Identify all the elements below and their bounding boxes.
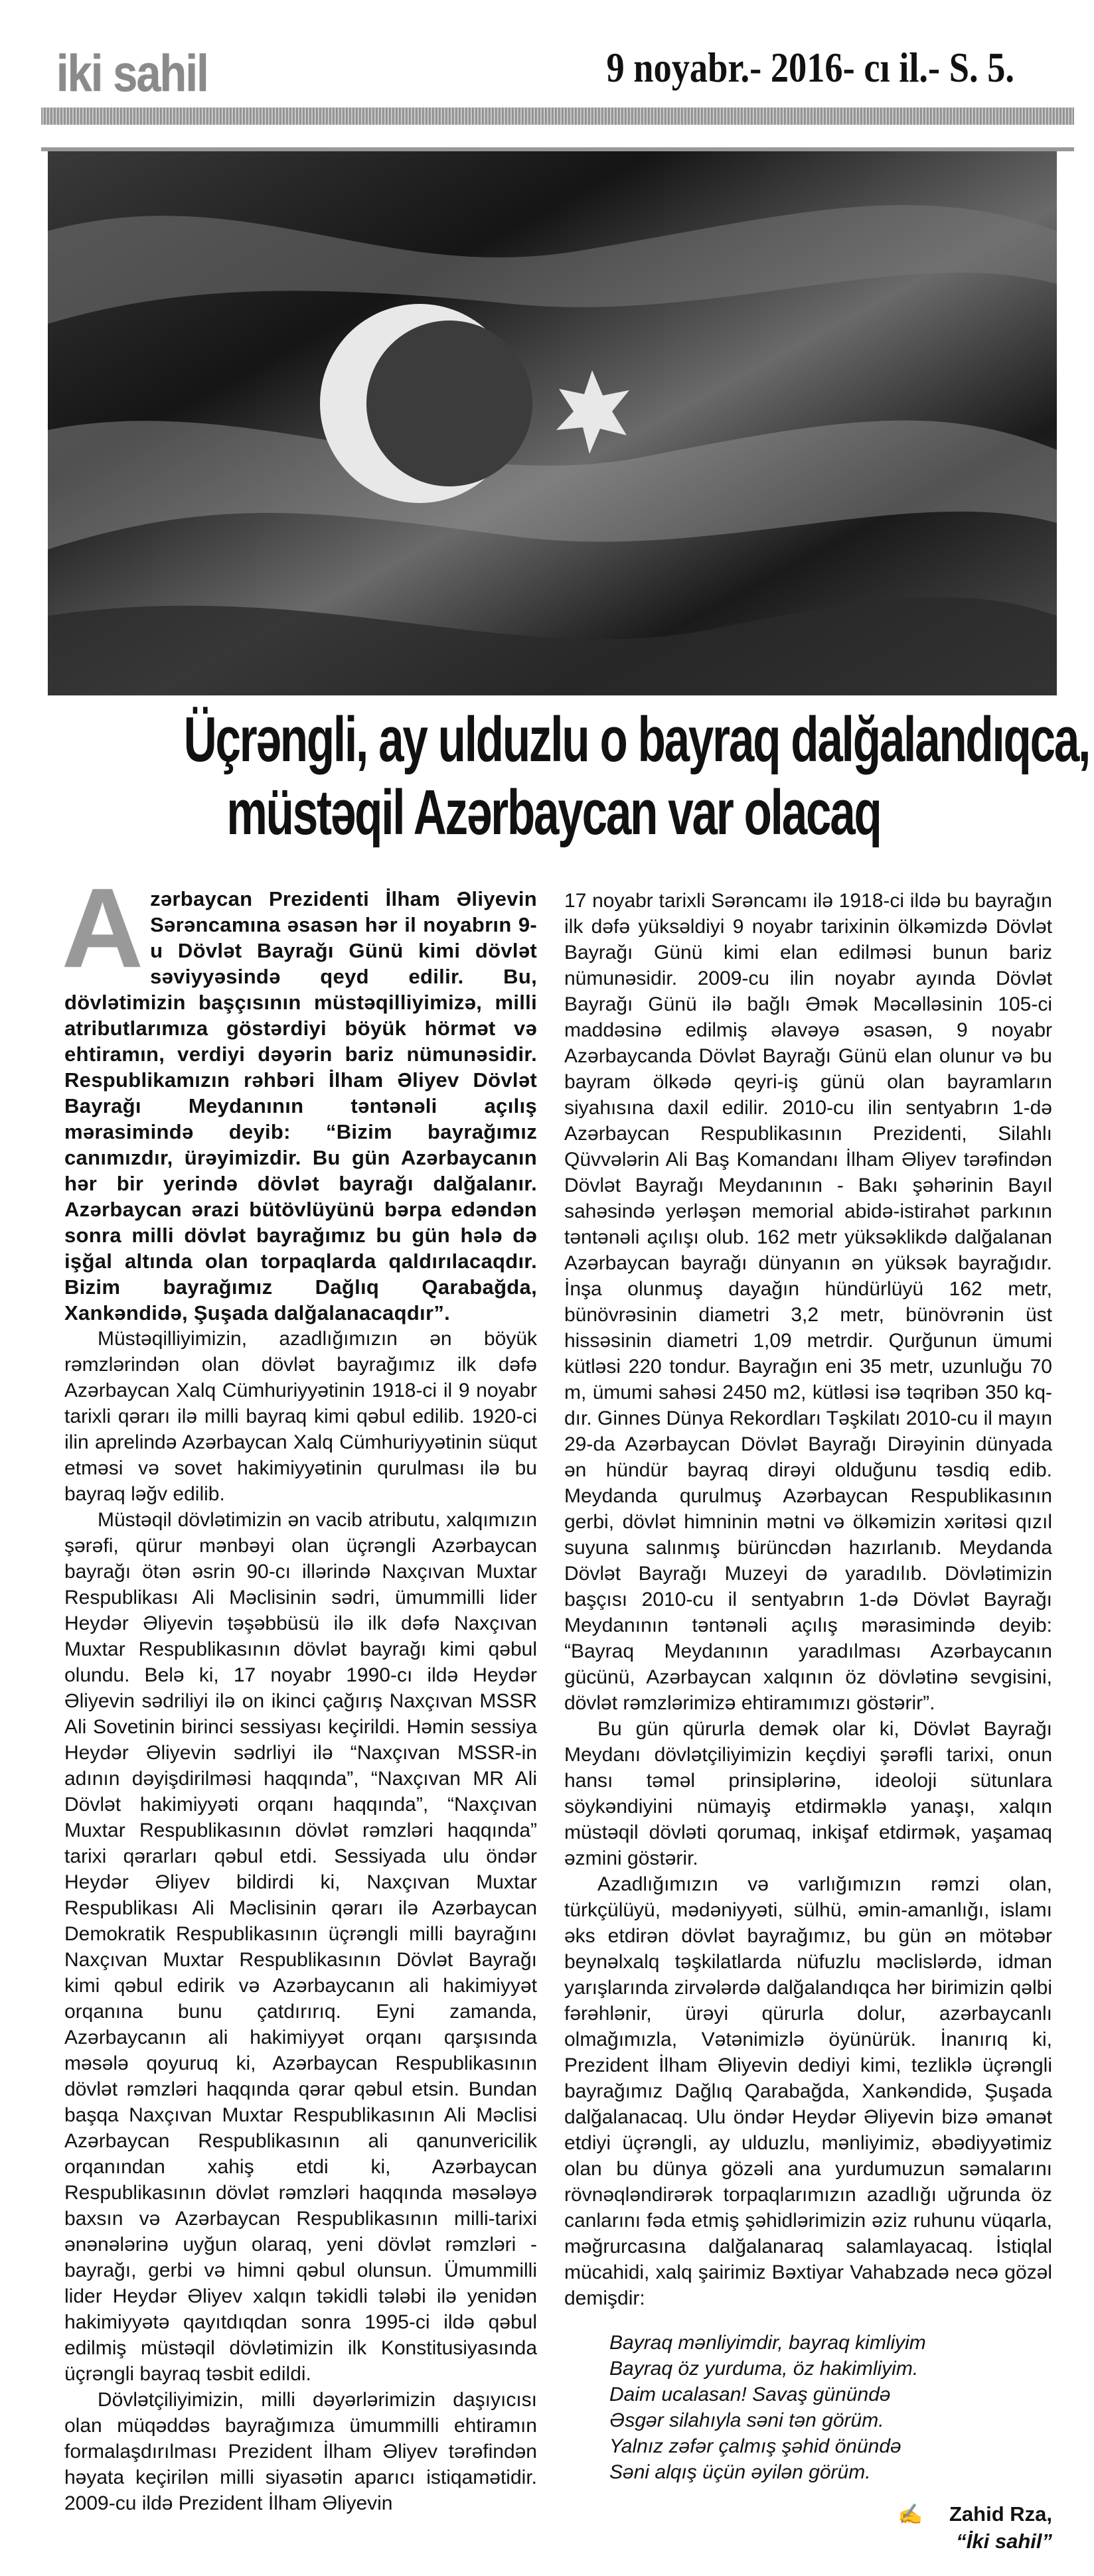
byline bbox=[564, 2501, 1052, 2555]
headline bbox=[40, 703, 1090, 849]
waving-flag-image bbox=[48, 151, 1057, 695]
poem-line: Bayraq öz yurduma, öz hakimliyim. bbox=[609, 2358, 919, 2380]
column-right bbox=[564, 888, 1052, 2555]
pen-icon: ✍ bbox=[898, 2504, 923, 2526]
paragraph-3-start: Dövlətçiliyimizin, milli dəyərlərimizin daşıyıcısı olan müqəddəs bayrağımıza ümummilli ehtiramın formalaşdırılması Prezident İlham Əliyev tərəfindən həyata keçirilən milli siyasətin aparıcı istiqamətidir. 2009-cu ildə Prezident İlham Əliyevin bbox=[64, 2389, 537, 2514]
headline-line-2: müstəqil Azərbaycan var olacaq bbox=[226, 777, 881, 848]
masthead: iki sahil bbox=[56, 44, 208, 102]
paragraph-2: Müstəqil dövlətimizin ən vacib atributu, xalqımızın şərəfi, qürur mənbəyi olan üçrəngli Azərbaycan bayrağı ötən əsrin 90-cı illərində Naxçıvan Muxtar Respublikası Ali Məclisinin sədri, ümummilli lider Heydər Əliyevin təşəbbüsü ilə ilk dəfə Naxçıvan Muxtar Respublikasının dövlət bayrağı kimi qəbul olundu. Belə ki, 17 noyabr 1990-cı ildə Heydər Əliyevin sədriliyi ilə on ikinci çağırış Naxçıvan MSSR Ali Sovetinin birinci sessiyası keçirildi. Həmin sessiya Heydər Əliyevin sədrliyi ilə “Naxçıvan MSSR-in adının dəyişdirilməsi haqqında”, “Naxçıvan MR Ali Dövlət hakimiyyəti orqanı haqqında”, “Naxçıvan Muxtar Respublikasının dövlət rəmzləri haqqında” tarixi qərarları qəbul etdi. Sessiyada ulu öndər Heydər Əliyev bildirdi ki, Naxçıvan Muxtar Respublikası Ali Məclisinin qərarı ilə Azərbaycan Demokratik Respublikasının üçrəngli milli bayrağını Naxçıvan Muxtar Respublikasının Dövlət Bayrağı kimi qəbul edirik və Azərbaycanın ali hakimiyyət orqanına bunu çatdırırıq. Eyni zamanda, Azərbaycanın ali hakimiyyət orqanı qarşısında məsələ qoyuruq ki, Azərbaycan Respublikasının dövlət rəmzləri haqqında qərar qəbul etsin. Bundan başqa Naxçıvan Muxtar Respublikasının Ali Məclisi Azərbaycan Respublikasının ali qanunvericilik orqanından xahiş etdi ki, Azərbaycan Respublikasının dövlət rəmzləri haqqında məsələyə baxsın və Azərbaycan Respublikasının milli-tarixi ənənələrinə uyğun olaraq, yeni dövlət rəmzləri - bayrağı, gerbi və himni qəbul olunsun. Ümummilli lider Heydər Əliyev xalqın təkidli tələbi ilə yenidən hakimiyyətə qayıtdıqdan sonra 1995-ci ildə qəbul edilmiş müstəqil dövlətimizin ilk Konstitusiyasında üçrəngli bayraq təsbit edildi. bbox=[64, 1509, 537, 2385]
paragraph-1: Müstəqilliyimizin, azadlığımızın ən böyük rəmzlərindən olan dövlət bayrağımız ilk dəfə Azərbaycan Xalq Cümhuriyyətinin 1918-ci il 9 noyabr tarixli qərarı ilə milli bayraq kimi qəbul edilib. 1920-ci ilin aprelində Azərbaycan Xalq Cümhuriyyətinin süqut etməsi və sovet hakimiyyətinin qurulması ilə bu bayraq ləğv edilib. bbox=[64, 1328, 537, 1505]
header-rule bbox=[41, 107, 1074, 125]
drop-cap: A bbox=[62, 865, 144, 991]
headline-line-1: Üçrəngli, ay ulduzlu o bayraq dalğalandıqca, bbox=[183, 704, 1090, 775]
column-left bbox=[62, 865, 537, 2516]
issue-date: 9 noyabr.- 2016- cı il.- S. 5. bbox=[606, 44, 1014, 91]
poem-line: Yalnız zəfər çalmış şəhid önündə bbox=[609, 2435, 901, 2457]
paragraph-5: Azadlığımızın və varlığımızın rəmzi olan, türkçülüyü, mədəniyyəti, sülhü, əmin-amanlığı, islamı əks etdirən dövlət bayrağımız, bu gün ən mötəbər beynəlxalq təşkilatlarda nüfuzlu məclislərdə, idman yarışlarında zirvələrdə dalğalandıqca hər birimizin qəlbi fərəhlənir, ürəyi qürurla dolur, azərbaycanlı olmağımızla, Vətənimizlə öyünürük. İnanırıq ki, Prezident İlham Əliyevin dediyi kimi, tezliklə üçrəngli bayrağımız Dağlıq Qarabağda, Xankəndidə, Şuşada dalğalanacaq. Ulu öndər Heydər Əliyevin bizə əmanət etdiyi üçrəngli, ay ulduzlu, mənliyimiz, əbədiyyətimiz olan bu dünya gözəli ana yurdumuzun səmalarını rövnəqləndirərək torpaqlarımızın azadlığı uğrunda öz canlarını fəda etmiş şəhidlərimizin əziz ruhunu vüqarla, məğrurcasına dalğalanaraq salamlayacaq. İstiqlal mücahidi, xalq şairimiz Bəxtiyar Vahabzadə necə gözəl demişdir: bbox=[564, 1873, 1052, 2309]
paragraph-4: Bu gün qürurla demək olar ki, Dövlət Bayrağı Meydanı dövlətçiliyimizin keçdiyi şərəfli tarixi, onun hansı təməl prinsiplərinə, ideoloji sütunlara söykəndiyini nümayiş etdirməklə yanaşı, xalqın müstəqil dövləti qorumaq, inkişaf etdirmək, yaşamaq əzmini göstərir. bbox=[564, 1718, 1052, 1869]
poem-line: Əsgər silahıyla səni tən görüm. bbox=[609, 2409, 884, 2431]
flag-photo bbox=[48, 151, 1057, 695]
poem bbox=[609, 2330, 1052, 2485]
lead-paragraph bbox=[62, 865, 537, 1326]
author-name: Zahid Rza, bbox=[949, 2502, 1052, 2526]
lead-text: zərbaycan Prezidenti İlham Əliyevin Sərəncamına əsasən hər il noyabrın 9-u Dövlət Bayrağı Günü kimi dövlət səviyyəsində qeyd edilir. Bu, dövlətimizin başçısının müstəqilliyimizə, milli atributlarımıza göstərdiyi böyük hörmət və ehtiramın, verdiyi dəyərin bariz nümunəsidir. Respublikamızın rəhbəri İlham Əliyev Dövlət Bayrağı Meydanının təntənəli açılış mərasimində deyib: “Bizim bayrağımız canımızdır, ürəyimizdir. Bu gün Azərbaycanın hər bir yerində dövlət bayrağı dalğalanır. Azərbaycan ərazi bütövlüyünü bərpa edəndən sonra milli dövlət bayrağımız bu gün hələ də işğal altında olan torpaqlarda qaldırılacaqdır. Bizim bayrağımız Dağlıq Qarabağda, Xankəndidə, Şuşada dalğalanacaqdır”. bbox=[64, 887, 537, 1324]
poem-line: Səni alqış üçün əyilən görüm. bbox=[609, 2461, 871, 2483]
poem-line: Bayraq mənliyimdir, bayraq kimliyim bbox=[609, 2332, 926, 2354]
publication-name: “İki sahil” bbox=[956, 2530, 1052, 2553]
paragraph-3-continued: 17 noyabr tarixli Sərəncamı ilə 1918-ci ildə bu bayrağın ilk dəfə yüksəldiyi 9 noyabr tarixinin ölkəmizdə Dövlət Bayrağı Günü kimi elan edilməsi bunun bariz nümunəsidir. 2009-cu ilin noyabr ayında Dövlət Bayrağı Günü ilə bağlı Əmək Məcəlləsinin 105-ci maddəsinə edilmiş əlavəyə əsasən, 9 noyabr Azərbaycanda Dövlət Bayrağı Günü elan olunur və bu bayram ölkədə qeyri-iş günü olan bayramların siyahısına daxil edilir. 2010-cu ilin sentyabrın 1-də Azərbaycan Respublikasının Prezidenti, Silahlı Qüvvələrin Ali Baş Komandanı İlham Əliyev tərəfindən Dövlət Bayrağı Meydanının - Bakı şəhərinin Bayıl sahəsində yerləşən memorial abidə-istirahət parkının təntənəli açılışı olub. 162 metr yüksəklikdə dalğalanan Azərbaycan bayrağı dünyanın ən yüksək bayrağıdır. İnşa olunmuş dayağın hündürlüyü 162 metr, bünövrəsinin diametri 3,2 metr, bünövrənin üst hissəsinin diametri 1,09 metrdir. Qurğunun ümumi kütləsi 220 tondur. Bayrağın eni 35 metr, uzunluğu 70 m, ümumi sahəsi 2450 m2, kütləsi isə təqribən 350 kq-dır. Ginnes Dünya Rekordları Təşkilatı 2010-cu il mayın 29-da Azərbaycan Dövlət Bayrağı Dirəyinin dünyada ən hündür bayraq dirəyi olduğunu təsdiq edib. Meydanda qurulmuş Azərbaycan Respublikasının gerbi, dövlət himninin mətni və ölkəmizin xəritəsi qızıl suyuna salınmış bürüncdən hazırlanıb. Meydanda Dövlət Bayrağı Muzeyi də yaradılıb. Dövlətimizin başçısı 2010-cu il sentyabrın 1-də Dövlət Bayrağı Meydanının təntənəli açılış mərasimində deyib: “Bayraq Meydanının yaradılması Azərbaycanın gücünü, Azərbaycan xalqının öz dövlətinə sevgisini, dövlət rəmzlərimizə ehtiramımızı göstərir”. bbox=[564, 890, 1052, 1714]
poem-line: Daim ucalasan! Savaş günündə bbox=[609, 2384, 891, 2405]
